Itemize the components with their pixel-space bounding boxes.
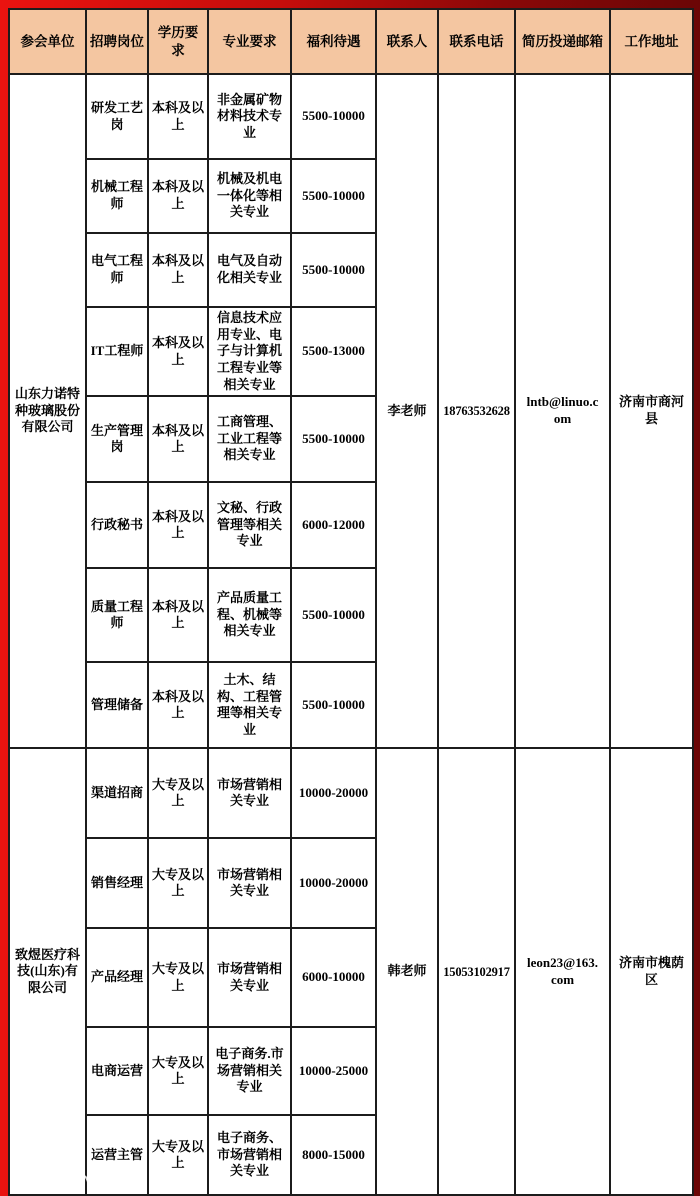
major-cell: 电子商务.市场营销相关专业 xyxy=(208,1027,291,1115)
table-row xyxy=(9,748,693,838)
position-title-cell: 渠道招商 xyxy=(86,748,148,838)
column-header-company: 参会单位 xyxy=(9,9,86,74)
position-title-cell: 销售经理 xyxy=(86,838,148,928)
salary-cell: 5500-10000 xyxy=(291,396,376,482)
salary-cell: 5500-10000 xyxy=(291,159,376,233)
table-header-row xyxy=(9,9,693,74)
major-cell: 电子商务、市场营销相关专业 xyxy=(208,1115,291,1195)
company-name-cell: 山东力诺特种玻璃股份有限公司 xyxy=(9,74,86,748)
major-cell: 非金属矿物材料技术专业 xyxy=(208,74,291,159)
column-header-phone: 联系电话 xyxy=(438,9,515,74)
resume-email-cell: leon23@163.com xyxy=(515,748,610,1195)
work-address-cell: 济南市商河县 xyxy=(610,74,693,748)
major-cell: 市场营销相关专业 xyxy=(208,928,291,1027)
column-header-salary: 福利待遇 xyxy=(291,9,376,74)
major-cell: 市场营销相关专业 xyxy=(208,748,291,838)
education-cell: 本科及以上 xyxy=(148,159,208,233)
education-cell: 本科及以上 xyxy=(148,307,208,396)
salary-cell: 6000-10000 xyxy=(291,928,376,1027)
position-title-cell: 管理储备 xyxy=(86,662,148,748)
salary-cell: 10000-25000 xyxy=(291,1027,376,1115)
major-cell: 土木、结构、工程管理等相关专业 xyxy=(208,662,291,748)
column-header-education: 学历要求 xyxy=(148,9,208,74)
column-header-contact: 联系人 xyxy=(376,9,438,74)
position-title-cell: 电气工程师 xyxy=(86,233,148,307)
job-fair-table xyxy=(8,8,694,1196)
work-address-cell: 济南市槐荫区 xyxy=(610,748,693,1195)
salary-cell: 5500-10000 xyxy=(291,74,376,159)
salary-cell: 5500-10000 xyxy=(291,568,376,662)
contact-person-cell: 李老师 xyxy=(376,74,438,748)
education-cell: 本科及以上 xyxy=(148,233,208,307)
salary-cell: 6000-12000 xyxy=(291,482,376,568)
position-title-cell: 质量工程师 xyxy=(86,568,148,662)
salary-cell: 8000-15000 xyxy=(291,1115,376,1195)
company-name-cell: 致煜医疗科技(山东)有限公司 xyxy=(9,748,86,1195)
salary-cell: 5500-10000 xyxy=(291,662,376,748)
salary-cell: 10000-20000 xyxy=(291,748,376,838)
contact-person-cell: 韩老师 xyxy=(376,748,438,1195)
major-cell: 文秘、行政管理等相关专业 xyxy=(208,482,291,568)
major-cell: 产品质量工程、机械等相关专业 xyxy=(208,568,291,662)
education-cell: 大专及以上 xyxy=(148,1115,208,1195)
column-header-email: 简历投递邮箱 xyxy=(515,9,610,74)
salary-cell: 5500-10000 xyxy=(291,233,376,307)
table-row xyxy=(9,74,693,159)
education-cell: 本科及以上 xyxy=(148,662,208,748)
education-cell: 本科及以上 xyxy=(148,396,208,482)
position-title-cell: 电商运营 xyxy=(86,1027,148,1115)
contact-phone-cell: 15053102917 xyxy=(438,748,515,1195)
major-cell: 电气及自动化相关专业 xyxy=(208,233,291,307)
education-cell: 本科及以上 xyxy=(148,74,208,159)
education-cell: 大专及以上 xyxy=(148,1027,208,1115)
education-cell: 大专及以上 xyxy=(148,928,208,1027)
column-header-major: 专业要求 xyxy=(208,9,291,74)
salary-cell: 5500-13000 xyxy=(291,307,376,396)
major-cell: 工商管理、工业工程等相关专业 xyxy=(208,396,291,482)
major-cell: 机械及机电一体化等相关专业 xyxy=(208,159,291,233)
position-title-cell: 产品经理 xyxy=(86,928,148,1027)
column-header-position: 招聘岗位 xyxy=(86,9,148,74)
education-cell: 大专及以上 xyxy=(148,748,208,838)
education-cell: 本科及以上 xyxy=(148,568,208,662)
salary-cell: 10000-20000 xyxy=(291,838,376,928)
position-title-cell: 生产管理岗 xyxy=(86,396,148,482)
education-cell: 大专及以上 xyxy=(148,838,208,928)
education-cell: 本科及以上 xyxy=(148,482,208,568)
resume-email-cell: lntb@linuo.com xyxy=(515,74,610,748)
major-cell: 市场营销相关专业 xyxy=(208,838,291,928)
column-header-address: 工作地址 xyxy=(610,9,693,74)
position-title-cell: 机械工程师 xyxy=(86,159,148,233)
job-fair-table-container xyxy=(8,8,694,1196)
position-title-cell: 研发工艺岗 xyxy=(86,74,148,159)
major-cell: 信息技术应用专业、电子与计算机工程专业等相关专业 xyxy=(208,307,291,396)
position-title-cell: 运营主管 xyxy=(86,1115,148,1195)
position-title-cell: 行政秘书 xyxy=(86,482,148,568)
position-title-cell: IT工程师 xyxy=(86,307,148,396)
contact-phone-cell: 18763532628 xyxy=(438,74,515,748)
